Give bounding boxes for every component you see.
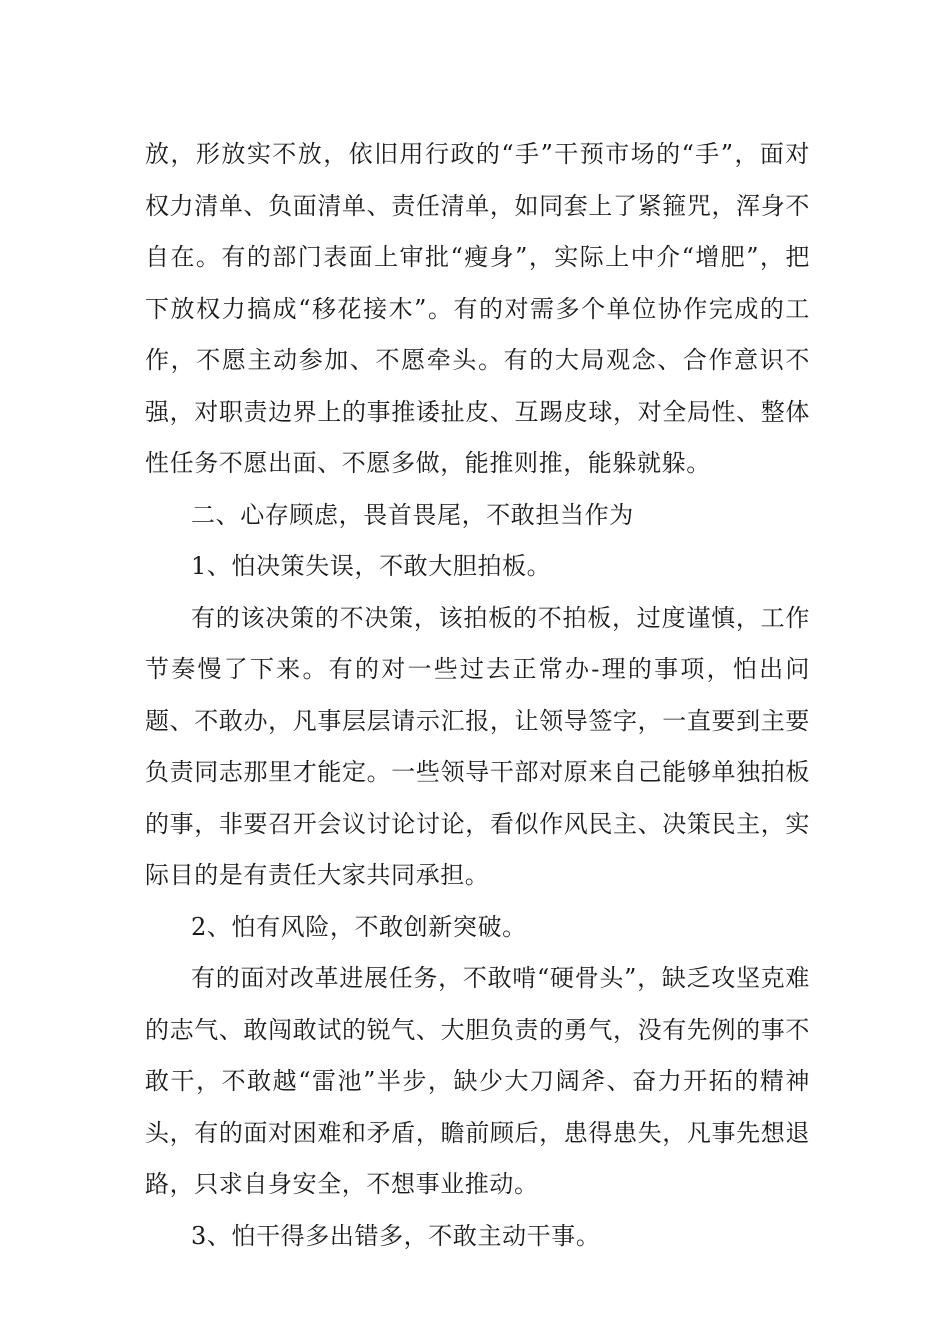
subheading-3: 3、怕干得多出错多，不敢主动干事。	[191, 1221, 601, 1250]
subheading-1: 1、怕决策失误，不敢大胆拍板。	[191, 552, 552, 580]
section-heading: 二、心存顾虑，畏首畏尾，不敢担当作为	[191, 500, 634, 529]
paragraph-3: 有的面对改革进展任务，不敢啃“硬骨头”，缺乏攻坚克难的志气、敢闯敢试的锐气、大胆负责的勇气，没有先例的事不敢干，不敢越“雷池”半步，缺少大刀阔斧、奋力开拓的精神头，有的面对困难和矛盾，瞻前顾后，患得患失，凡事先想退路，只求自身安全，不想事业推动。	[145, 964, 810, 1198]
paragraph-1: 放，形放实不放，依旧用行政的“手”干预市场的“手”，面对权力清单、负面清单、责任清单，如同套上了紧箍咒，浑身不自在。有的部门表面上审批“瘦身”，实际上中介“增肥”，把下放权力搞成“移花接木”。有的对需多个单位协作完成的工作，不愿主动参加、不愿牵头。有的大局观念、合作意识不强，对职责边界上的事推诿扯皮、互踢皮球，对全局性、整体性任务不愿出面、不愿多做，能推则推，能躲就躲。	[145, 140, 810, 477]
paragraph-2: 有的该决策的不决策，该拍板的不拍板，过度谨慎，工作节奏慢了下来。有的对一些过去正常办-理的事项，怕出问题、不敢办，凡事层层请示汇报，让领导签字，一直要到主要负责同志那里才能定。一些领导干部对原来自己能够单独拍板的事，非要召开会议讨论讨论，看似作风民主、决策民主，实际目的是有责任大家共同承担。	[145, 603, 810, 889]
subheading-2: 2、怕有风险，不敢创新突破。	[191, 912, 527, 941]
body-text	[145, 129, 810, 1262]
